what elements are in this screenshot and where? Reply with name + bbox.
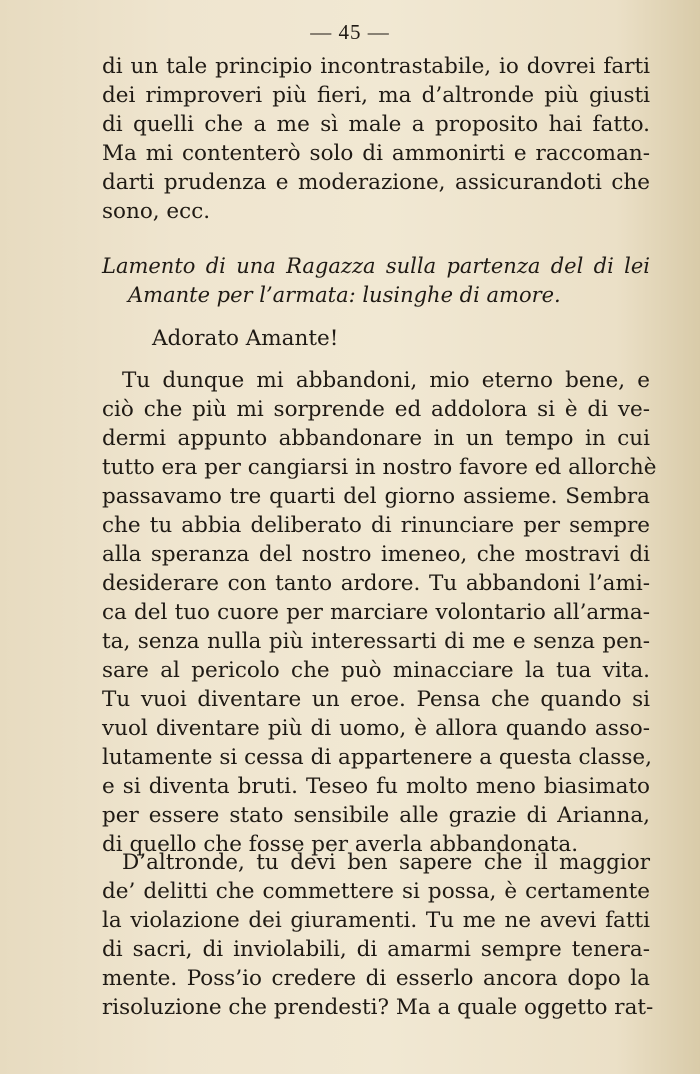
- opening-paragraph: [102, 52, 650, 226]
- text-line: vuol diventare più di uomo, è allora quando asso-: [102, 716, 650, 741]
- text-line: di un tale principio incontrastabile, io dovrei farti: [102, 54, 650, 79]
- text-line: ca del tuo cuore per marciare volontario all’arma-: [102, 600, 650, 625]
- text-line: di sacri, di inviolabili, di amarmi sempre tenera-: [102, 937, 650, 962]
- text-line: mente. Poss’io credere di esserlo ancora dopo la: [102, 966, 650, 991]
- text-line: che tu abbia deliberato di rinunciare per sempre: [102, 513, 650, 538]
- text-line: sono, ecc.: [102, 199, 211, 224]
- text-line: D’altronde, tu devi ben sapere che il maggior: [122, 850, 650, 875]
- text-line: ta, senza nulla più interessarti di me e senza pen-: [102, 629, 650, 654]
- letter-title-line: Lamento di una Ragazza sulla partenza del di lei: [102, 254, 650, 278]
- text-line: di quello che fosse per averla abbandonata.: [102, 832, 579, 857]
- text-line: dermi appunto abbandonare in un tempo in cui: [102, 426, 650, 451]
- text-line: per essere stato sensibile alle grazie di Arianna,: [102, 803, 650, 828]
- text-line: di quelli che a me sì male a proposito hai fatto.: [102, 112, 650, 137]
- text-line: sare al pericolo che può minacciare la tua vita.: [102, 658, 650, 683]
- page-number: — 45 —: [310, 20, 390, 44]
- text-line: alla speranza del nostro imeneo, che mostravi di: [102, 542, 650, 567]
- text-line: desiderare con tanto ardore. Tu abbandoni l’ami-: [102, 571, 650, 596]
- text-line: tutto era per cangiarsi in nostro favore ed allorchè: [102, 455, 657, 480]
- text-line: darti prudenza e moderazione, assicurandoti che: [102, 170, 650, 195]
- text-line: passavamo tre quarti del giorno assieme. Sembra: [102, 484, 650, 509]
- text-line: Tu dunque mi abbandoni, mio eterno bene, e: [122, 368, 650, 393]
- text-line: ciò che più mi sorprende ed addolora si è di ve-: [102, 397, 650, 422]
- text-line: dei rimproveri più fieri, ma d’altronde più giusti: [102, 83, 650, 108]
- letter-title: [102, 252, 650, 310]
- text-line: Ma mi contenterò solo di ammonirti e raccoman-: [102, 141, 650, 166]
- text-line: lutamente si cessa di appartenere a questa classe,: [102, 745, 652, 770]
- text-line: de’ delitti che commettere si possa, è certamente: [102, 879, 650, 904]
- text-line: la violazione dei giuramenti. Tu me ne avevi fatti: [102, 908, 650, 933]
- letter-paragraph-2: [102, 848, 654, 1022]
- letter-paragraph-1: [102, 366, 657, 859]
- salutation: Adorato Amante!: [152, 326, 339, 351]
- letter-title-line: Amante per l’armata: lusinghe di amore.: [128, 283, 561, 307]
- text-line: risoluzione che prendesti? Ma a quale oggetto rat-: [102, 995, 654, 1020]
- text-line: e si diventa bruti. Teseo fu molto meno biasimato: [102, 774, 650, 799]
- text-line: Tu vuoi diventare un eroe. Pensa che quando si: [102, 687, 650, 712]
